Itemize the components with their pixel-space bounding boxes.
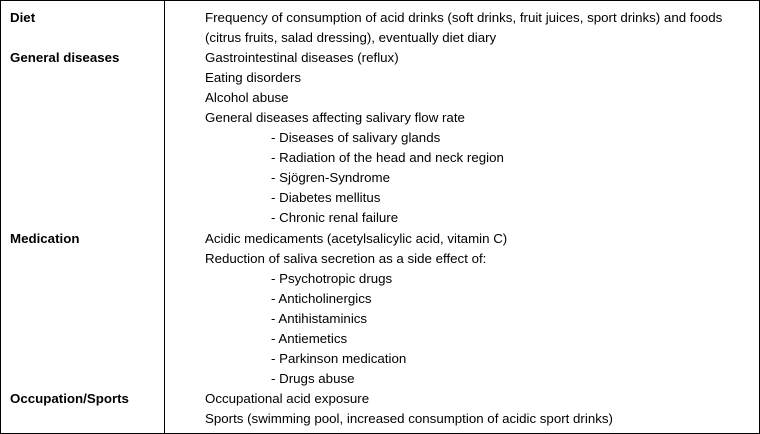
general-diseases-item: Alcohol abuse bbox=[205, 90, 289, 105]
category-general-diseases: General diseases bbox=[10, 50, 120, 65]
medication-sub-item: - Antiemetics bbox=[271, 331, 348, 346]
occupation-sports-item: Sports (swimming pool, increased consumption of acidic sport drinks) bbox=[205, 411, 613, 426]
medication-item: Reduction of saliva secretion as a side effect of: bbox=[205, 251, 487, 266]
diet-text-line-2: (citrus fruits, salad dressing), eventually diet diary bbox=[205, 30, 497, 45]
category-occupation-sports: Occupation/Sports bbox=[10, 391, 129, 406]
general-diseases-sub-item: - Diseases of salivary glands bbox=[271, 130, 441, 145]
medication-sub-item: - Psychotropic drugs bbox=[271, 271, 393, 286]
category-medication: Medication bbox=[10, 231, 80, 246]
general-diseases-sub-item: - Diabetes mellitus bbox=[271, 190, 381, 205]
general-diseases-item: Gastrointestinal diseases (reflux) bbox=[205, 50, 399, 65]
occupation-sports-item: Occupational acid exposure bbox=[205, 391, 370, 406]
general-diseases-sub-item: - Chronic renal failure bbox=[271, 210, 399, 225]
medication-sub-item: - Antihistaminics bbox=[271, 311, 368, 326]
category-diet: Diet bbox=[10, 10, 36, 25]
general-diseases-item: Eating disorders bbox=[205, 70, 302, 85]
diet-text-line-1: Frequency of consumption of acid drinks (soft drinks, fruit juices, sport drinks) and foods bbox=[205, 10, 723, 25]
medication-sub-item: - Drugs abuse bbox=[271, 371, 355, 386]
general-diseases-item: General diseases affecting salivary flow rate bbox=[205, 110, 465, 125]
column-divider bbox=[164, 1, 165, 433]
medication-sub-item: - Anticholinergics bbox=[271, 291, 372, 306]
general-diseases-sub-item: - Radiation of the head and neck region bbox=[271, 150, 504, 165]
medication-item: Acidic medicaments (acetylsalicylic acid, vitamin C) bbox=[205, 231, 508, 246]
general-diseases-sub-item: - Sjögren-Syndrome bbox=[271, 170, 390, 185]
medication-sub-item: - Parkinson medication bbox=[271, 351, 407, 366]
